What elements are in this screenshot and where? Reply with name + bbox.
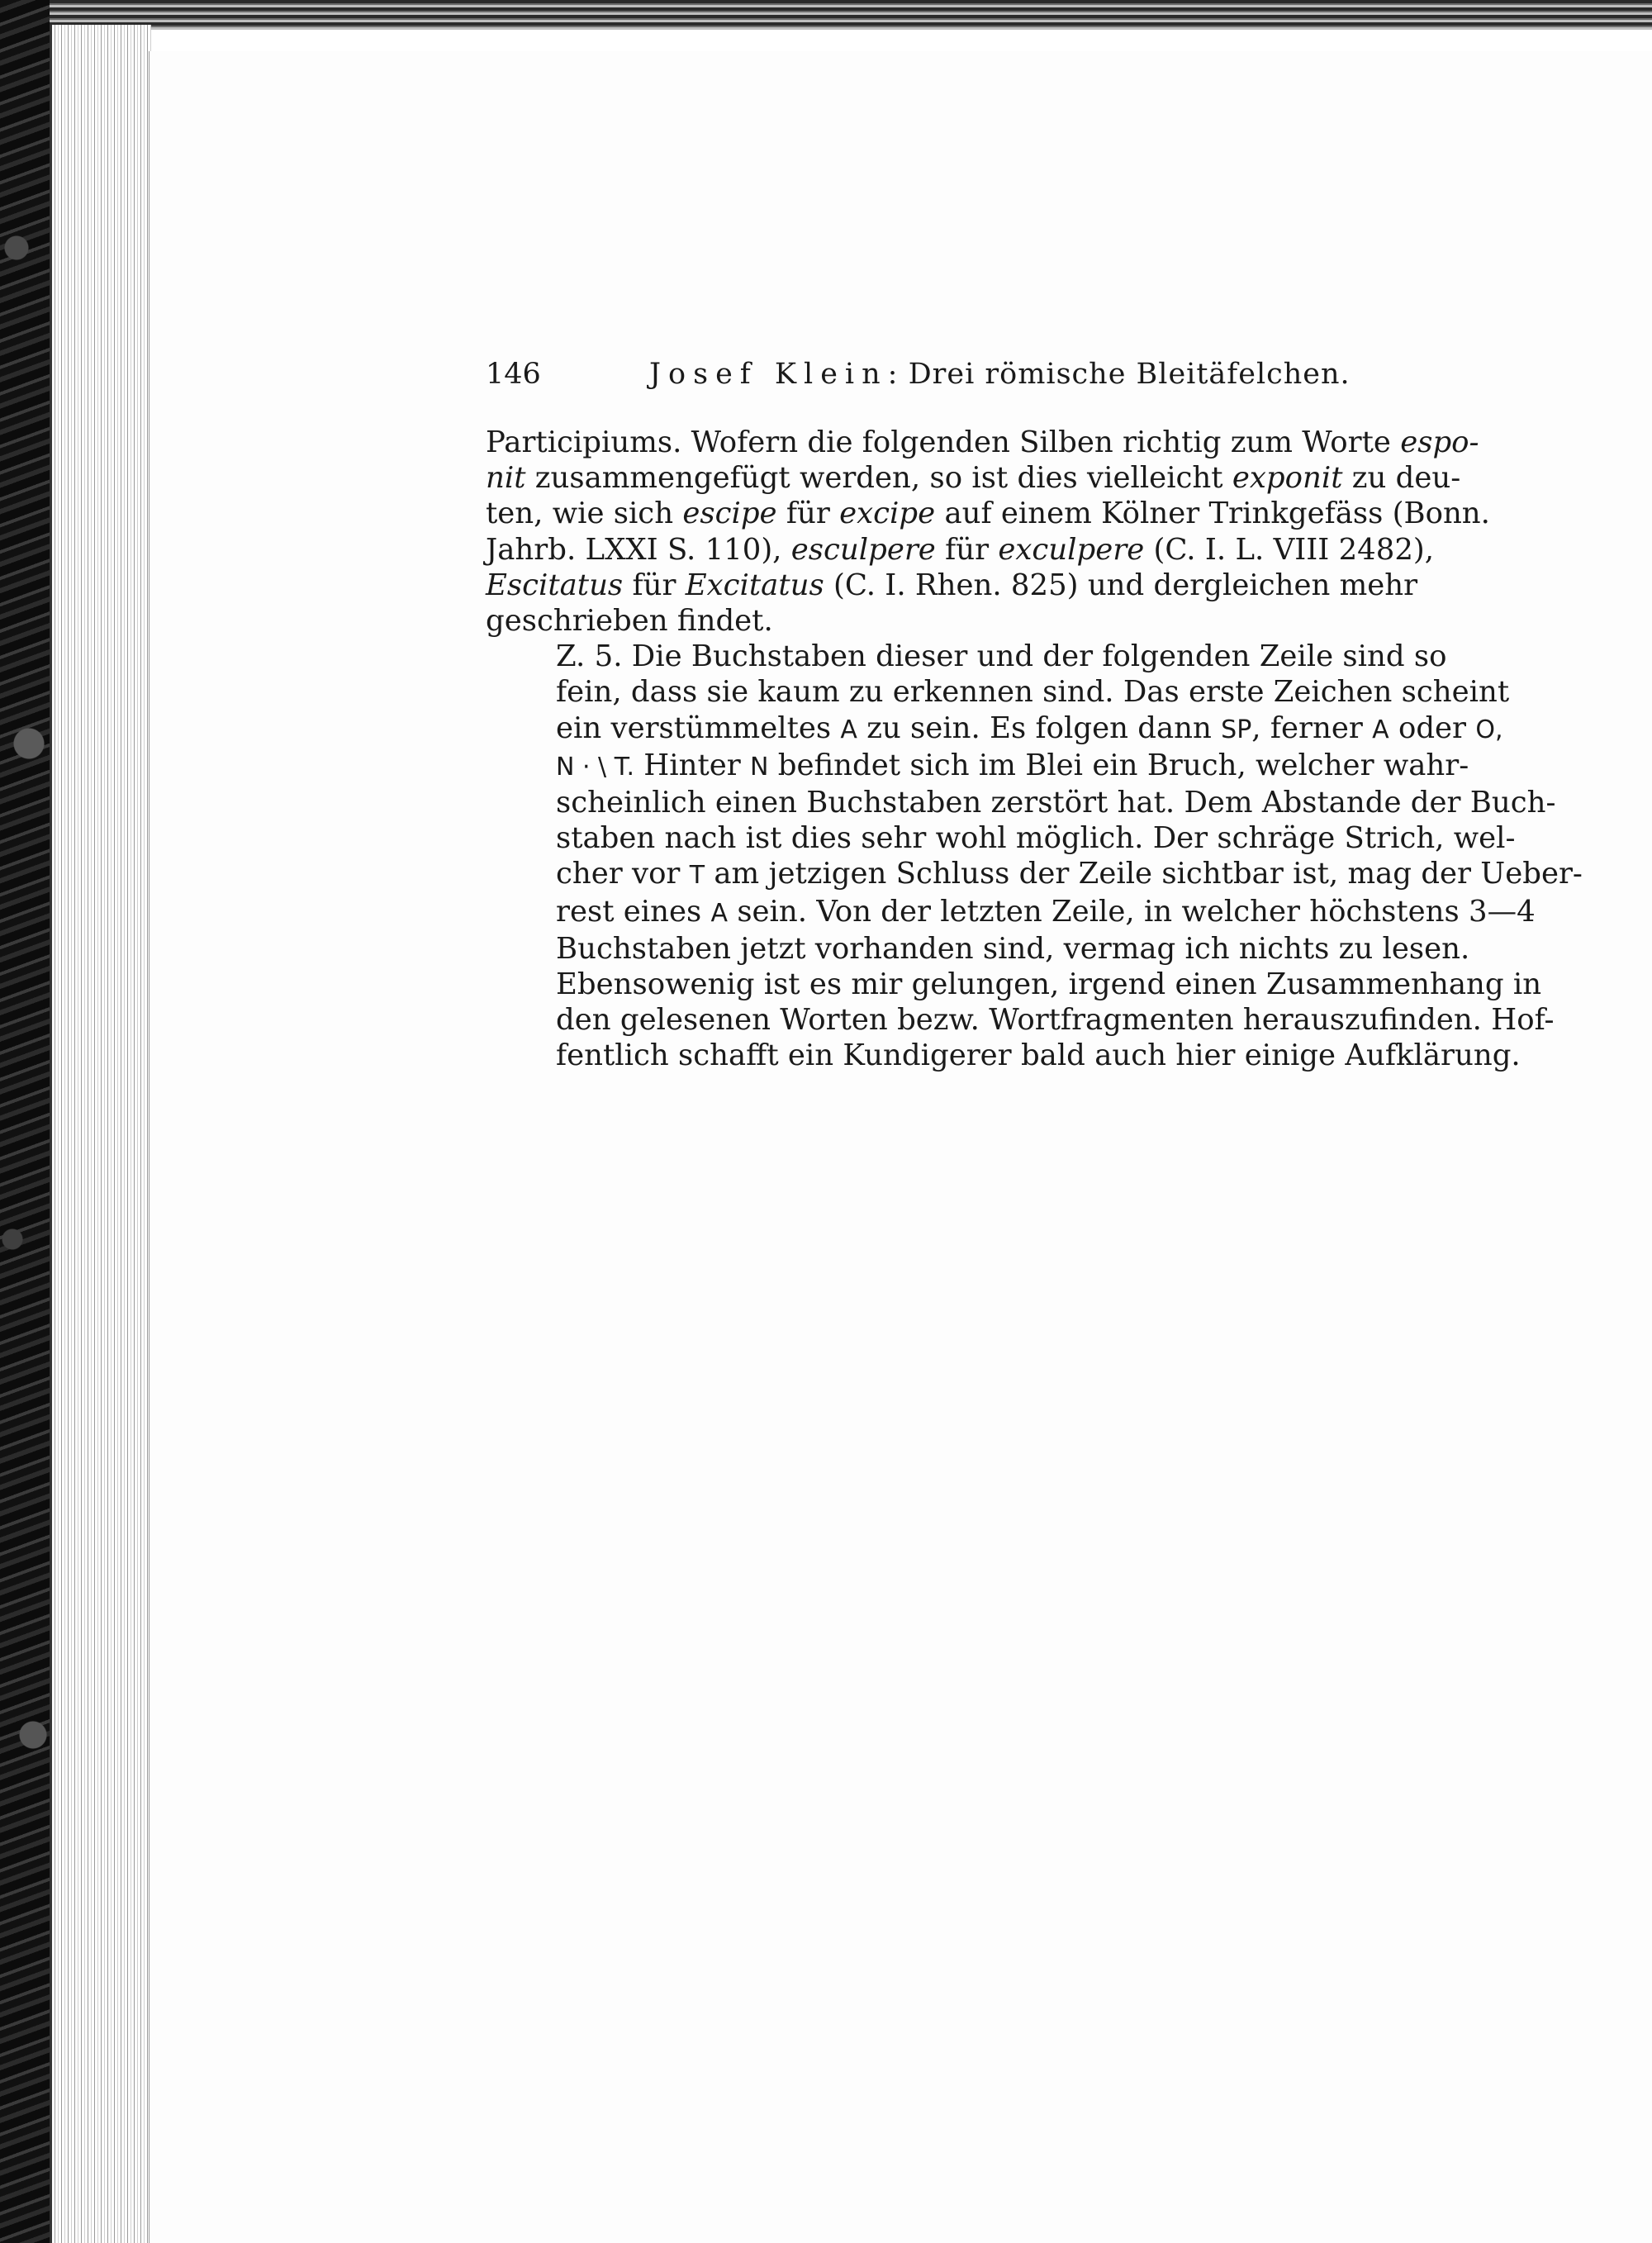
book-cover-edge [0,0,50,2243]
paragraph-1 [486,425,1490,639]
text-line: Jahrb. LXXI S. 110), esculpere für exculpere (C. I. L. VIII 2482), [486,532,1435,567]
text-line: scheinlich einen Buchstaben zerstört hat. Dem Abstande der Buch- [556,786,1556,820]
text-line: Buchstaben jetzt vorhanden sind, vermag ich nichts zu lesen. [556,931,1470,966]
page-top-edge [50,0,1652,30]
text-line: ein verstümmeltes A zu sein. Es folgen dann SP, ferner A oder O, [556,710,1503,745]
text-line: Escitatus für Excitatus (C. I. Rhen. 825) und dergleichen mehr [486,568,1418,602]
header-title [649,358,1351,391]
text-line: fentlich schafft ein Kundigerer bald auch hier einige Aufklärung. [556,1038,1521,1073]
text-line: fein, dass sie kaum zu erkennen sind. Das erste Zeichen scheint [556,675,1510,710]
text-line: cher vor T am jetzigen Schluss der Zeile sichtbar ist, mag der Ueber- [556,857,1583,891]
header-work-title: : Drei römische Bleitäfelchen. [887,358,1351,391]
text-line: den gelesenen Worten bezw. Wortfragmenten herauszufinden. Hof- [556,1003,1555,1038]
text-line: ten, wie sich escipe für excipe auf einem Kölner Trinkgefäss (Bonn. [486,497,1490,531]
text-line: geschrieben findet. [486,604,773,639]
text-line: Participiums. Wofern die folgenden Silben richtig zum Worte espo- [486,425,1479,459]
text-line: rest eines A sein. Von der letzten Zeile, in welcher höchstens 3—4 [556,894,1536,929]
paragraph-2 [486,639,1583,1073]
text-line: Z. 5. Die Buchstaben dieser und der folgenden Zeile sind so [556,639,1447,674]
text-line: Ebensowenig ist es mir gelungen, irgend einen Zusammenhang in [556,967,1542,1002]
page-number: 146 [486,358,541,391]
text-line: nit zusammengefügt werden, so ist dies vielleicht exponit zu deu- [486,461,1461,496]
body-text [486,425,1583,1074]
header-author: Josef Klein [649,358,888,391]
page-stack-edges [50,25,151,2243]
text-line: N · \ T. Hinter N befindet sich im Blei ein Bruch, welcher wahr- [556,748,1469,782]
text-line: staben nach ist dies sehr wohl möglich. Der schräge Strich, wel- [556,821,1516,856]
